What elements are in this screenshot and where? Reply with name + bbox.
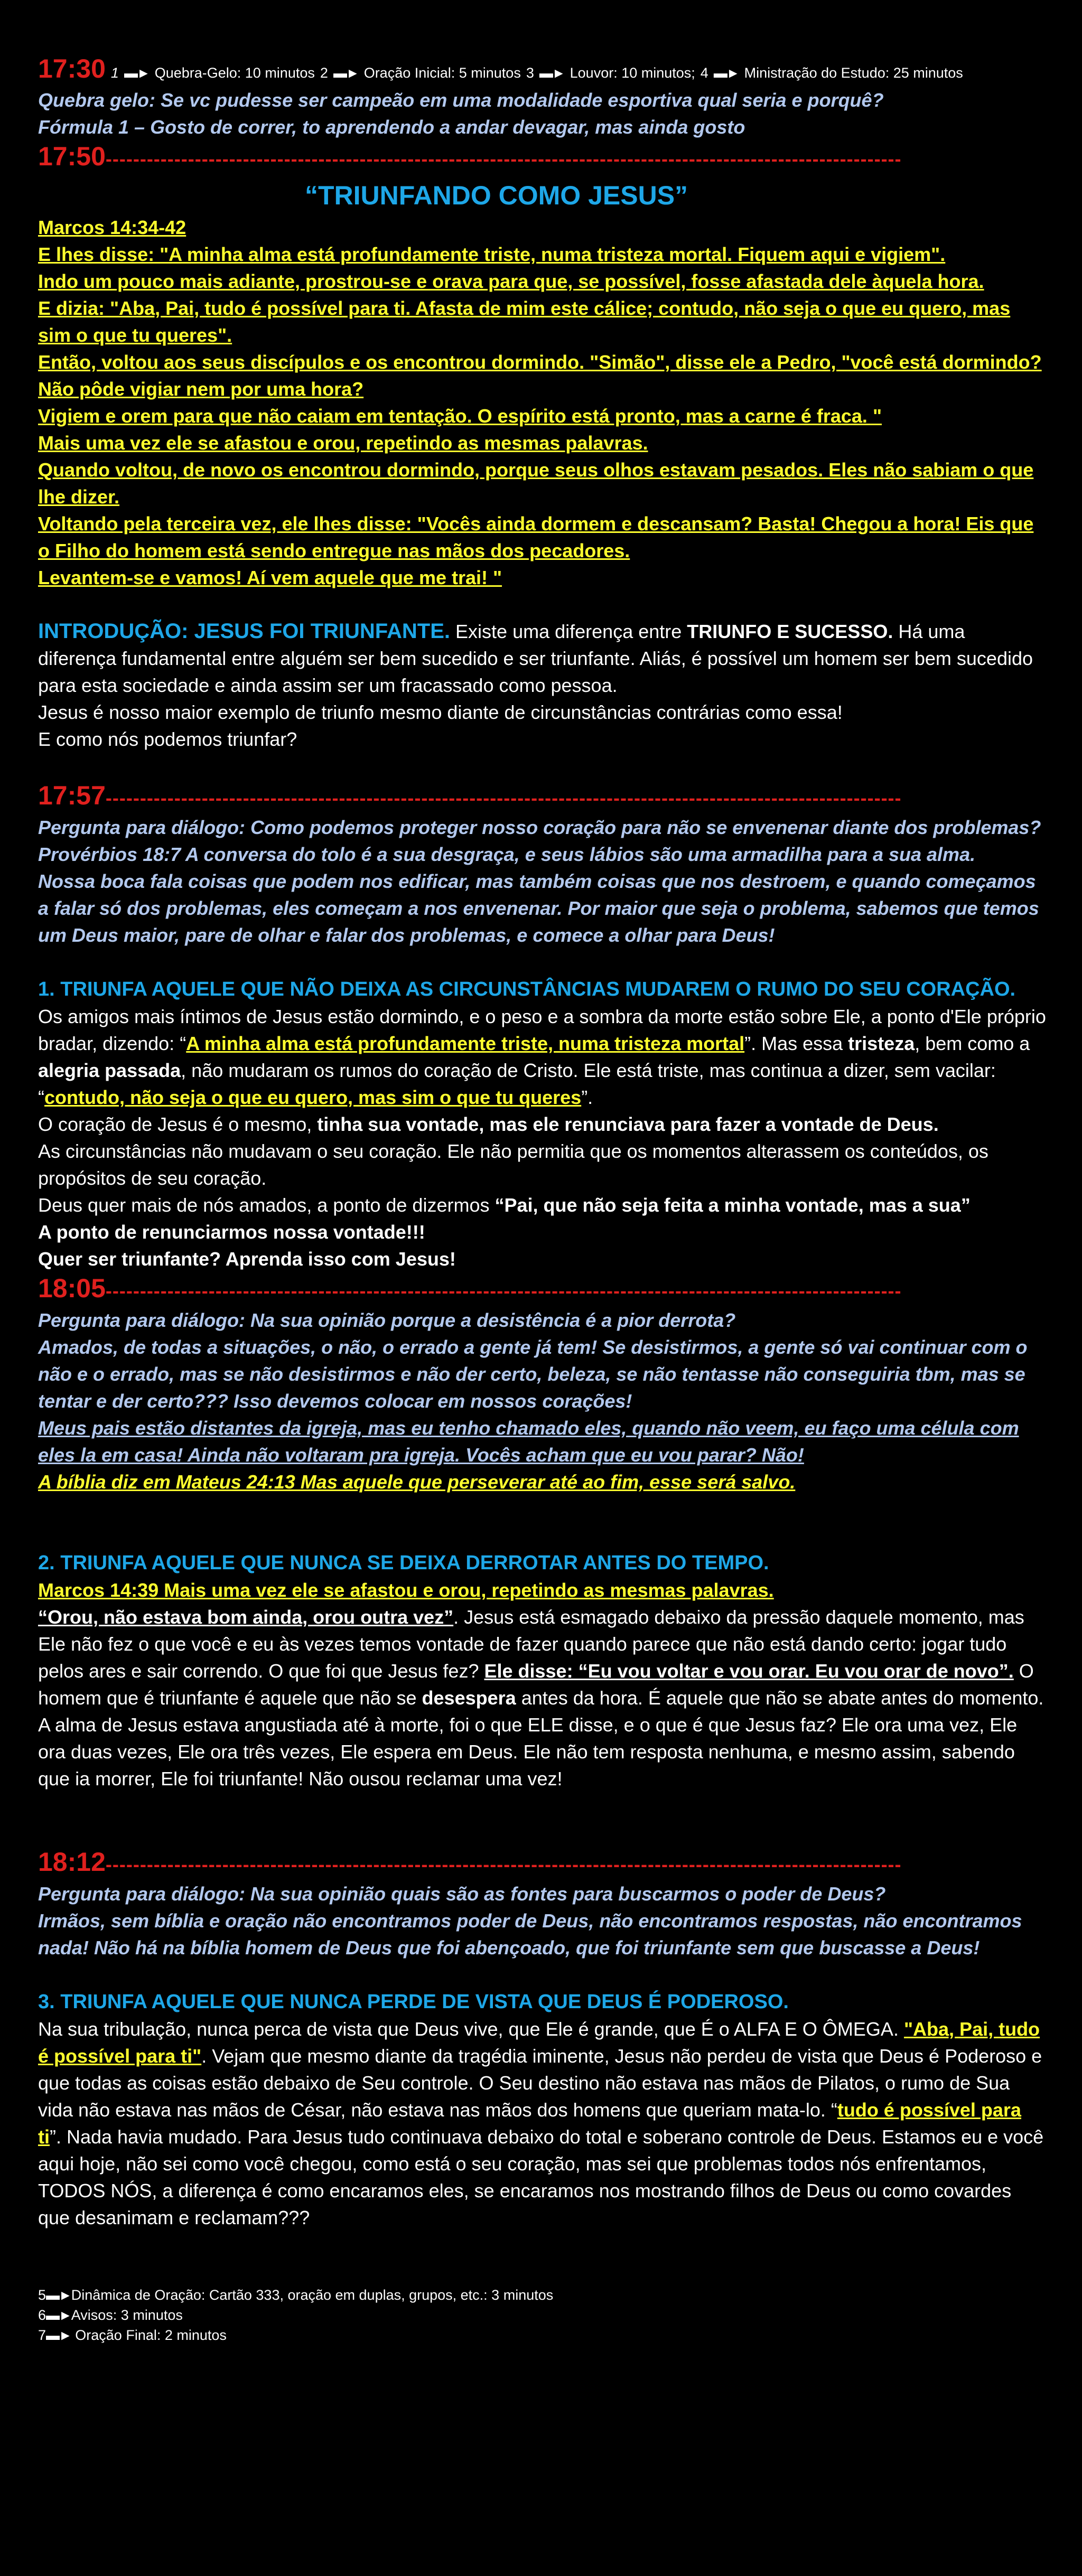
divider-dashes: --------------------------------------------------------------------------------------------------------------------	[105, 1280, 902, 1301]
time-divider-1757	[38, 780, 1047, 814]
icebreaker-question: Quebra gelo: Se vc pudesse ser campeão em uma modalidade esportiva qual seria e porquê?	[38, 89, 884, 111]
time-label: 17:57	[38, 781, 106, 810]
section-heading-1: 1. TRIUNFA AQUELE QUE NÃO DEIXA AS CIRCUNSTÂNCIAS MUDAREM O RUMO DO SEU CORAÇÃO.	[38, 978, 1016, 1000]
scripture-quote: tudo é possível para ti	[38, 2099, 1021, 2148]
scripture-verse: Voltando pela terceira vez, ele lhes disse: "Vocês ainda dormem e descansam? Basta! Chegou a hora! Eis que o Filho do homem está sendo entregue nas mãos dos pecadores.	[38, 513, 1034, 561]
body-text: , não mudaram os rumos do coração de Cristo. Ele está triste, mas continua a dizer, sem vacilar: “	[38, 1060, 996, 1108]
emphasis: “Orou, não estava bom ainda, orou outra vez”	[38, 1606, 454, 1628]
time-label: 18:12	[38, 1847, 106, 1877]
body-text: Na sua tribulação, nunca perca de vista que Deus vive, que Ele é grande, que É o ALFA E O ÔMEGA.	[38, 2018, 899, 2040]
emphasis: tinha sua vontade, mas ele renunciava para fazer a vontade de Deus.	[317, 1113, 939, 1135]
dialog-answer: Nossa boca fala coisas que podem nos edificar, mas também coisas que nos destroem, e quando começamos a falar só dos problemas, eles começam a nos envenenar. Por maior que seja o problema, sabemos que temos um Deus maior, pare de olhar e falar dos problemas, e comece a olhar para Deus!	[38, 870, 1039, 946]
spacer	[38, 1792, 1047, 1846]
arrow-icon: ▬►	[713, 65, 739, 81]
intro-heading: INTRODUÇÃO: JESUS FOI TRIUNFANTE.	[38, 620, 451, 643]
scripture-quote: "Aba, Pai, tudo é possível para ti"	[38, 2018, 1040, 2067]
time-label: 17:50	[38, 142, 106, 171]
schedule-item-announcements: Avisos: 3 minutos	[71, 2307, 183, 2323]
arrow-icon: ▬►	[333, 65, 359, 81]
page-title: “TRIUNFANDO COMO JESUS”	[305, 181, 688, 210]
scripture-quote: contudo, não seja o que eu quero, mas sim o que tu queres	[44, 1086, 582, 1108]
intro-paragraph	[38, 618, 1047, 699]
scripture-verse: Quando voltou, de novo os encontrou dormindo, porque seus olhos estavam pesados. Eles não sabiam o que lhe dizer.	[38, 459, 1034, 508]
section-paragraph: As circunstâncias não mudavam o seu coração. Ele não permitia que os momentos alterassem os conteúdos, os propósitos de seu coração.	[38, 1140, 988, 1189]
schedule-number-5: 5	[38, 2287, 46, 2303]
scripture-quote: A minha alma está profundamente triste, numa tristeza mortal	[186, 1033, 745, 1054]
emphasis: tristeza	[848, 1033, 915, 1054]
scripture-verse: E dizia: "Aba, Pai, tudo é possível para ti. Afasta de mim este cálice; contudo, não seja o que eu quero, mas sim o que tu queres".	[38, 297, 1011, 346]
body-text: , bem como a	[915, 1033, 1030, 1054]
divider-dashes: --------------------------------------------------------------------------------------------------------------------	[105, 148, 902, 170]
schedule-footer-item	[38, 2325, 1047, 2345]
schedule-item-worship: Louvor: 10 minutos;	[570, 65, 695, 81]
spacer	[38, 1495, 1047, 1549]
time-divider-1805	[38, 1272, 1047, 1307]
schedule-number-2: 2	[320, 65, 328, 81]
body-text: ”.	[581, 1086, 593, 1108]
icebreaker-answer: Fórmula 1 – Gosto de correr, to aprendendo a andar devagar, mas ainda gosto	[38, 116, 745, 138]
divider-dashes: --------------------------------------------------------------------------------------------------------------------	[105, 1853, 902, 1875]
section-paragraph	[38, 1192, 1047, 1219]
section-paragraph	[38, 1111, 1047, 1138]
intro-text: Há uma diferença fundamental entre alguém ser bem sucedido e ser triunfante. Aliás, é possível um homem ser bem sucedido para esta sociedade e ainda assim ser um fracassado como pessoa.	[38, 621, 1033, 696]
intro-text: Existe uma diferença entre	[455, 621, 682, 642]
spacer	[38, 1961, 1047, 1988]
schedule-footer-item	[38, 2305, 1047, 2325]
time-divider-1750	[38, 140, 1047, 175]
scripture-reference: Marcos 14:39 Mais uma vez ele se afastou e orou, repetindo as mesmas palavras.	[38, 1579, 774, 1601]
body-text: ”. Mas essa	[744, 1033, 843, 1054]
time-label: 18:05	[38, 1273, 106, 1303]
intro-text: E como nós podemos triunfar?	[38, 728, 297, 750]
schedule-number-3: 3	[526, 65, 534, 81]
section-heading-2: 2. TRIUNFA AQUELE QUE NUNCA SE DEIXA DERROTAR ANTES DO TEMPO.	[38, 1552, 769, 1574]
arrow-icon: ▬►	[46, 2307, 71, 2323]
section-paragraph: Quer ser triunfante? Aprenda isso com Jesus!	[38, 1248, 456, 1270]
body-text: . Vejam que mesmo diante da tragédia iminente, Jesus não perdeu de vista que Deus é Poderoso e que todas as coisas estão debaixo de Seu controle. O Seu destino não estava nas mãos de Pilatos, o rumo de Sua vida não estava nas mãos de César, não estava nas mãos dos homens que queriam mata-lo. “	[38, 2045, 1042, 2121]
emphasis: “Pai, que não seja feita a minha vontade, mas a sua”	[495, 1194, 971, 1216]
schedule-number-4: 4	[700, 65, 708, 81]
scripture-verse: Mais uma vez ele se afastou e orou, repetindo as mesmas palavras.	[38, 432, 648, 454]
dialog-answer: Irmãos, sem bíblia e oração não encontramos poder de Deus, não encontramos respostas, não encontramos nada! Não há na bíblia homem de Deus que foi abençoado, que foi triunfante sem que buscasse a Deus!	[38, 1910, 1022, 1959]
intro-text: Jesus é nosso maior exemplo de triunfo mesmo diante de circunstâncias contrárias como essa!	[38, 701, 843, 723]
schedule-footer-item	[38, 2285, 1047, 2305]
spacer	[38, 949, 1047, 976]
schedule-item-prayer-dynamic: Dinâmica de Oração: Cartão 333, oração em duplas, grupos, etc.: 3 minutos	[71, 2287, 554, 2303]
schedule-item-opening-prayer: Oração Inicial: 5 minutos	[363, 65, 521, 81]
section-paragraph	[38, 2016, 1047, 2231]
section-paragraph	[38, 1003, 1047, 1111]
arrow-icon: ▬►	[46, 2287, 71, 2303]
spacer	[38, 2231, 1047, 2285]
section-paragraph	[38, 1604, 1047, 1792]
schedule-number-6: 6	[38, 2307, 46, 2323]
schedule-item-study: Ministração do Estudo: 25 minutos	[744, 65, 963, 81]
scripture-reference: Marcos 14:34-42	[38, 217, 186, 238]
emphasis: Ele disse: “Eu vou voltar e vou orar. Eu vou orar de novo”.	[484, 1660, 1014, 1682]
scripture-verse: E lhes disse: "A minha alma está profundamente triste, numa tristeza mortal. Fiquem aqui e vigiem".	[38, 243, 946, 265]
section-paragraph: A ponto de renunciarmos nossa vontade!!!	[38, 1221, 425, 1243]
divider-dashes: --------------------------------------------------------------------------------------------------------------------	[105, 787, 902, 809]
emphasis: desespera	[422, 1687, 516, 1709]
schedule-number-1: 1	[110, 65, 119, 81]
dialog-answer: Provérbios 18:7 A conversa do tolo é a sua desgraça, e seus lábios são uma armadilha para a sua alma.	[38, 844, 976, 865]
dialog-answer: Amados, de todas a situações, o não, o errado a gente já tem! Se desistirmos, a gente só vai continuar com o não e o errado, mas se não desistirmos e não der certo, beleza, se não tentasse não conseguiria tbm, mas se tentar e der certo??? Isso devemos colocar em nossos corações!	[38, 1336, 1028, 1412]
body-text: ”. Nada havia mudado. Para Jesus tudo continuava debaixo do total e soberano controle de Deus. Estamos eu e você aqui hoje, não sei como você chegou, como está o seu coração, mas sei que problemas todos nós enfrentamos, TODOS NÓS, a diferença é como encaramos eles, se encaramos nos mostrando filhos de Deus ou como covardes que desanimam e reclamam???	[38, 2126, 1044, 2228]
schedule-line	[38, 53, 1047, 87]
emphasis: alegria passada	[38, 1060, 181, 1081]
dialog-question: Pergunta para diálogo: Na sua opinião quais são as fontes para buscarmos o poder de Deus?	[38, 1883, 886, 1905]
schedule-item-closing-prayer: Oração Final: 2 minutos	[75, 2327, 227, 2343]
schedule-number-7: 7	[38, 2327, 46, 2343]
time-divider-1812	[38, 1846, 1047, 1880]
scripture-quote: A bíblia diz em Mateus 24:13 Mas aquele que perseverar até ao fim, esse será salvo.	[38, 1471, 796, 1493]
arrow-icon: ▬►	[46, 2327, 71, 2343]
time-start: 17:30	[38, 54, 106, 83]
body-text: Deus quer mais de nós amados, a ponto de dizermos	[38, 1194, 490, 1216]
body-text: O homem que é triunfante é aquele que não se	[38, 1660, 1034, 1709]
intro-emphasis: TRIUNFO E SUCESSO.	[687, 621, 893, 642]
schedule-item-icebreaker: Quebra-Gelo: 10 minutos	[154, 65, 315, 81]
scripture-verse: Indo um pouco mais adiante, prostrou-se e orava para que, se possível, fosse afastada dele àquela hora.	[38, 270, 984, 292]
spacer	[38, 591, 1047, 618]
dialog-answer: Meus pais estão distantes da igreja, mas eu tenho chamado eles, quando não veem, eu faço uma célula com eles la em casa! Ainda não voltaram pra igreja. Vocês acham que eu vou parar? Não!	[38, 1417, 1019, 1466]
arrow-icon: ▬►	[539, 65, 565, 81]
scripture-verse: Então, voltou aos seus discípulos e os encontrou dormindo. "Simão", disse ele a Pedro, "você está dormindo? Não pôde vigiar nem por uma hora?	[38, 351, 1042, 400]
section-heading-3: 3. TRIUNFA AQUELE QUE NUNCA PERDE DE VISTA QUE DEUS É PODEROSO.	[38, 1991, 789, 2013]
body-text: O coração de Jesus é o mesmo,	[38, 1113, 312, 1135]
dialog-question: Pergunta para diálogo: Na sua opinião porque a desistência é a pior derrota?	[38, 1309, 736, 1331]
spacer	[38, 753, 1047, 780]
scripture-verse: Levantem-se e vamos! Aí vem aquele que me trai! "	[38, 567, 502, 588]
body-text: antes da hora. É aquele que não se abate antes do momento. A alma de Jesus estava angustiada até à morte, foi o que ELE disse, e o que é que Jesus faz? Ele ora uma vez, Ele ora duas vezes, Ele ora três vezes, Ele espera em Deus. Ele não tem resposta nenhuma, e mesmo assim, sabendo que ia morrer, Ele foi triunfante! Não ousou reclamar uma vez!	[38, 1687, 1044, 1790]
document	[38, 53, 1047, 2345]
arrow-icon: ▬►	[124, 65, 150, 81]
body-text: Os amigos mais íntimos de Jesus estão dormindo, e o peso e a sombra da morte estão sobre Ele, a ponto d'Ele próprio bradar, dizendo: “	[38, 1006, 1046, 1054]
dialog-question: Pergunta para diálogo: Como podemos proteger nosso coração para não se envenenar diante dos problemas?	[38, 817, 1041, 838]
body-text: . Jesus está esmagado debaixo da pressão daquele momento, mas Ele não fez o que você e eu às vezes temos vontade de fazer quando parece que não está dando certo: jogar tudo pelos ares e sair correndo. O que foi que Jesus fez?	[38, 1606, 1024, 1682]
scripture-verse: Vigiem e orem para que não caiam em tentação. O espírito está pronto, mas a carne é fraca. "	[38, 405, 882, 427]
